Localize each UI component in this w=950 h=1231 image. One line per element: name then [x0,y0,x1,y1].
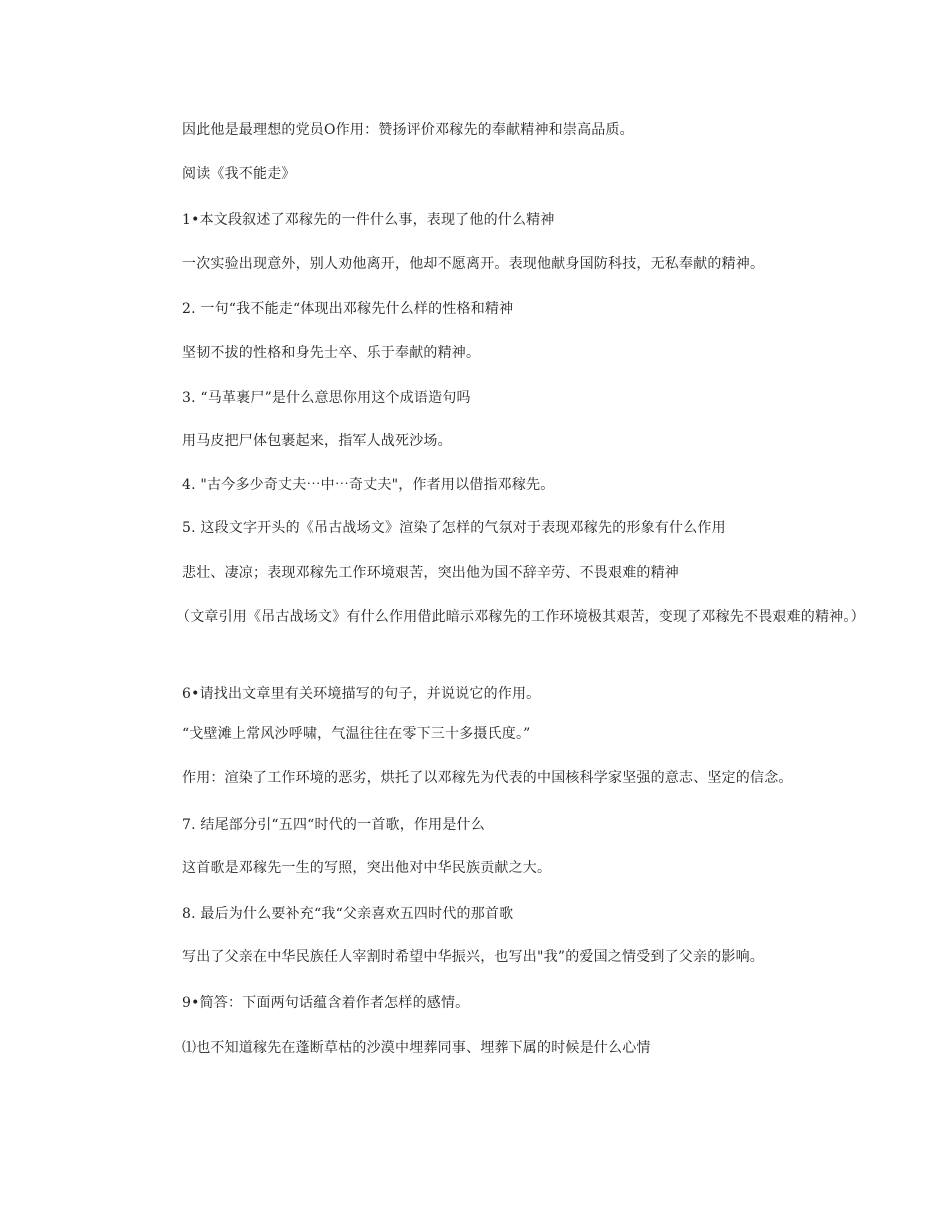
answer-2: 坚韧不拔的性格和身先士卒、乐于奉献的精神。 [182,345,481,361]
answer-3: 用马皮把尸体包裹起来，指军人战死沙场。 [182,433,452,449]
answer-7: 这首歌是邓稼先一生的写照，突出他对中华民族贡献之大。 [182,860,552,876]
question-7: 7. 结尾部分引“五四“时代的一首歌，作用是什么 [182,817,485,833]
answer-1: 一次实验出现意外，别人劝他离开，他却不愿离开。表现他献身国防科技，无私奉献的精神。 [182,256,765,272]
answer-6: 作用：渲染了工作环境的恶劣，烘托了以邓稼先为代表的中国核科学家坚强的意志、坚定的信念。 [182,770,793,786]
question-6: 6•请找出文章里有关环境描写的句子，并说说它的作用。 [182,686,541,702]
answer-6-quote: “戈壁滩上常风沙呼啸，气温往往在零下三十多摄氏度。” [182,726,531,742]
answer-8: 写出了父亲在中华民族任人宰割时希望中华振兴，也写出"我”的爱国之情受到了父亲的影响。 [182,949,764,965]
question-1: 1•本文段叙述了邓稼先的一件什么事，表现了他的什么精神 [182,212,555,228]
question-8: 8. 最后为什么要补充“我“父亲喜欢五四时代的那首歌 [182,906,514,922]
question-4: 4. "古今多少奇丈夫⋯中⋯奇丈夫"，作者用以借指邓稼先。 [182,477,555,493]
text-line: 因此他是最理想的党员O作用：赞扬评价邓稼先的奉献精神和崇高品质。 [182,122,634,138]
question-9: 9•简答：下面两句话蕴含着作者怎样的感情。 [182,995,470,1011]
question-2: 2. 一句“我不能走“体现出邓稼先什么样的性格和精神 [182,301,514,317]
question-3: 3. “马革裹尸”是什么意思你用这个成语造句吗 [182,390,471,406]
answer-5: 悲壮、凄凉；表现邓稼先工作环境艰苦，突出他为国不辞辛劳、不畏艰难的精神 [182,565,679,581]
question-9-item-1: ⑴也不知道稼先在蓬断草枯的沙漠中埋葬同事、埋葬下属的时候是什么心情 [182,1040,651,1056]
question-5: 5. 这段文字开头的《吊古战场文》渲染了怎样的气氛对于表现邓稼先的形象有什么作用 [182,520,726,536]
section-heading: 阅读《我不能走》 [182,166,296,182]
answer-5-note: （文章引用《吊古战场文》有什么作用借此暗示邓稼先的工作环境极其艰苦，变现了邓稼先不畏艰难的精神。） [176,609,865,625]
